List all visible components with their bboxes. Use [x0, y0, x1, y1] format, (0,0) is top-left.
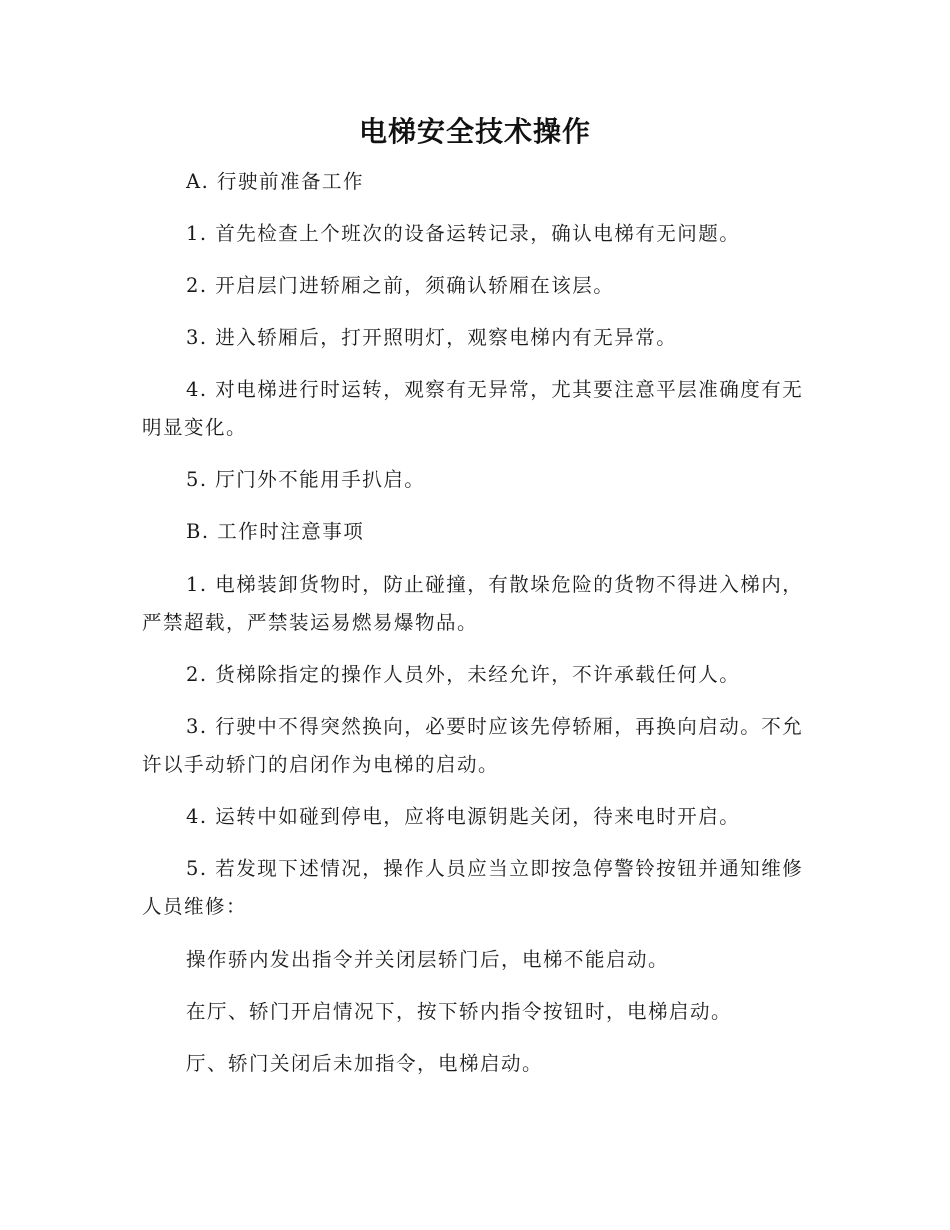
paragraph-b2: 2. 货梯除指定的操作人员外，未经允许，不许承载任何人。 [186, 663, 741, 686]
document-title: 电梯安全技术操作 [358, 115, 591, 148]
paragraph-b4: 4. 运转中如碰到停电，应将电源钥匙关闭，待来电时开启。 [186, 805, 741, 828]
condition-item-1: 操作骄内发出指令并关闭层轿门后，电梯不能启动。 [186, 948, 670, 971]
paragraph-a2: 2. 开启层门进轿厢之前，须确认轿厢在该层。 [186, 274, 615, 297]
section-heading-b: B. 工作时注意事项 [186, 520, 365, 543]
paragraph-a3: 3. 进入轿厢后，打开照明灯，观察电梯内有无异常。 [186, 326, 678, 349]
condition-item-3: 厅、轿门关闭后未加指令，电梯启动。 [186, 1052, 544, 1075]
paragraph-b1: 1. 电梯装卸货物时，防止碰撞，有散垛危险的货物不得进入梯内，严禁超载，严禁装运易燃易爆物品。 [142, 573, 804, 634]
condition-item-2: 在厅、轿门开启情况下，按下轿内指令按钮时，电梯启动。 [186, 1000, 733, 1023]
section-heading-a: A. 行驶前准备工作 [186, 170, 364, 193]
paragraph-b3: 3. 行驶中不得突然换向，必要时应该先停轿厢，再换向启动。不允许以手动轿门的启闭作为电梯的启动。 [142, 715, 804, 776]
paragraph-a1: 1. 首先检查上个班次的设备运转记录，确认电梯有无问题。 [186, 222, 741, 245]
paragraph-a5: 5. 厅门外不能用手扒启。 [186, 468, 426, 491]
paragraph-a4: 4. 对电梯进行时运转，观察有无异常，尤其要注意平层准确度有无明显变化。 [142, 378, 804, 439]
paragraph-b5: 5. 若发现下述情况，操作人员应当立即按急停警铃按钮并通知维修人员维修： [142, 857, 804, 918]
